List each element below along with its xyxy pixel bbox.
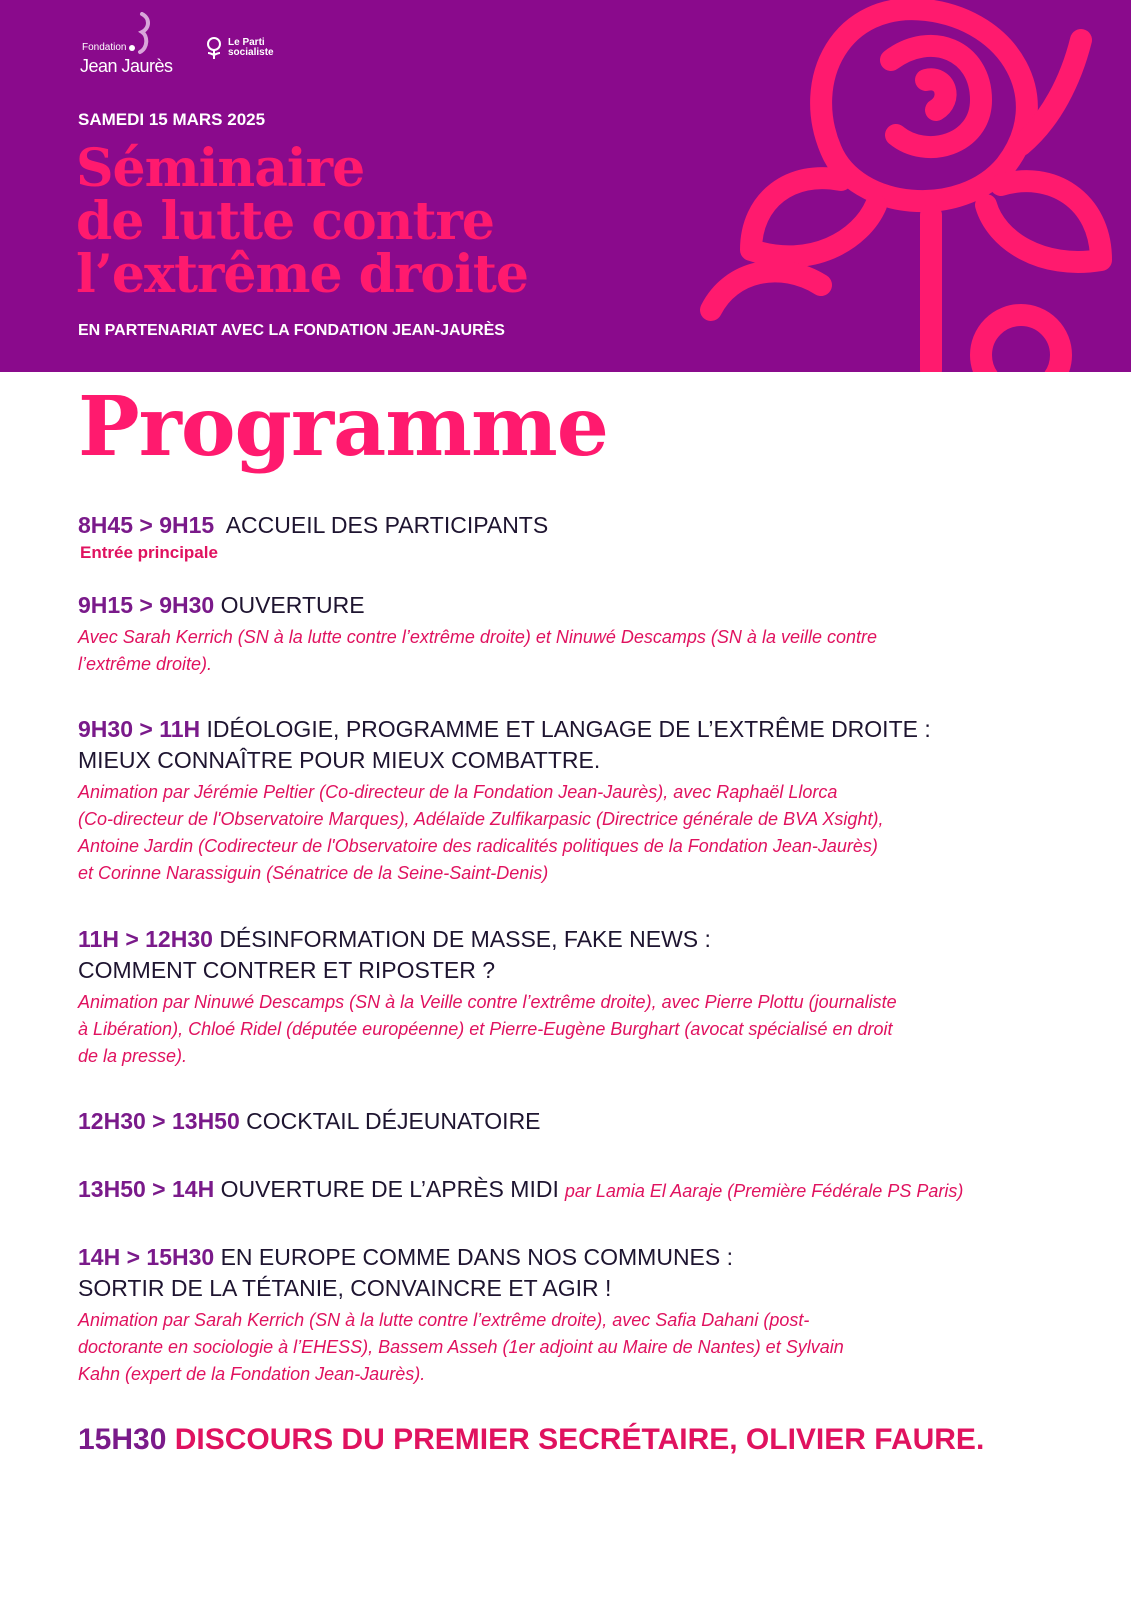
session-time: 9H30 > 11H [78,716,201,742]
ps-rose-icon [204,36,224,60]
session-description-line: doctorante en sociologie à l’EHESS), Bassem Asseh (1er adjoint au Maire de Nantes) et Sylvain [78,1337,844,1357]
session-title: OUVERTURE DE L’APRÈS MIDI [220,1176,559,1202]
fondation-jean-jaures-logo [80,12,180,76]
session-description-line: Avec Sarah Kerrich (SN à la lutte contre l’extrême droite) et Ninuwé Descamps (SN à la veille contre [78,627,877,647]
session-title: COCKTAIL DÉJEUNATOIRE [246,1108,541,1134]
session-description-line: (Co-directeur de l'Observatoire Marques), Adélaïde Zulfikarpasic (Directrice générale de BVA Xsight), [78,809,884,829]
session-description-line: à Libération), Chloé Ridel (députée européenne) et Pierre-Eugène Burghart (avocat spécialisé en droit [78,1019,893,1039]
header-banner [0,0,1131,372]
session-item [78,1242,1088,1388]
session-description-line: Kahn (expert de la Fondation Jean-Jaurès). [78,1364,426,1384]
session-item [78,1174,1088,1207]
parti-socialiste-logo [204,36,274,60]
session-item [78,1106,1088,1137]
session-time: 8H45 > 9H15 [78,512,215,538]
closing-label: DISCOURS DU PREMIER SECRÉTAIRE, OLIVIER FAURE. [174,1423,985,1456]
session-description [78,1307,1088,1388]
programme-heading: Programme [78,379,608,475]
partnership-line: EN PARTENARIAT AVEC LA FONDATION JEAN-JAURÈS [78,322,505,339]
session-item [78,714,1088,887]
session-time: 14H > 15H30 [78,1244,215,1270]
event-title-line: Séminaire [76,138,365,199]
event-title [76,138,528,305]
session-time: 13H50 > 14H [78,1176,215,1202]
session-description-line: l’extrême droite). [78,654,213,674]
session-time: 11H > 12H30 [78,926,213,952]
session-time: 12H30 > 13H50 [78,1108,240,1134]
session-description-line: et Corinne Narassiguin (Sénatrice de la Seine-Saint-Denis) [78,863,549,883]
session-description [78,624,1088,678]
event-title-line: l’extrême droite [76,244,528,305]
session-description-line: Antoine Jardin (Codirecteur de l'Observatoire des radicalités politiques de la Fondation Jean-Jaurès) [78,836,878,856]
fjj-mark-icon [128,12,152,56]
closing-speech [78,1422,1088,1458]
session-item [78,510,1088,563]
session-title: ACCUEIL DES PARTICIPANTS [225,512,549,538]
fjj-big-label: Jean Jaurès [80,56,173,76]
event-title-line: de lutte contre [76,191,494,252]
session-item [78,924,1088,1070]
session-title: DÉSINFORMATION DE MASSE, FAKE NEWS : [219,926,711,952]
fjj-small-label: Fondation [82,42,127,53]
session-item [78,590,1088,678]
session-time: 9H15 > 9H30 [78,592,215,618]
session-title: OUVERTURE [220,592,365,618]
rose-emblem-icon [691,0,1131,372]
closing-time: 15H30 [78,1423,167,1456]
session-title: EN EUROPE COMME DANS NOS COMMUNES : [220,1244,734,1270]
logos [80,12,274,76]
session-description-line: Animation par Ninuwé Descamps (SN à la Veille contre l’extrême droite), avec Pierre Plottu (journaliste [78,992,897,1012]
ps-line2: socialiste [228,47,274,58]
ps-line1: Le Parti [228,37,265,48]
session-description-line: Animation par Jérémie Peltier (Co-directeur de la Fondation Jean-Jaurès), avec Raphaël Llorca [78,782,838,802]
session-description: par Lamia El Aaraje (Première Fédérale PS Paris) [564,1181,964,1201]
session-description-line: de la presse). [78,1046,188,1066]
session-description [78,989,1088,1070]
session-location: Entrée principale [80,543,218,562]
event-date: SAMEDI 15 MARS 2025 [78,110,266,129]
session-title: COMMENT CONTRER ET RIPOSTER ? [78,957,496,983]
session-title: IDÉOLOGIE, PROGRAMME ET LANGAGE DE L’EXTRÊME DROITE : [206,716,931,742]
session-description-line: Animation par Sarah Kerrich (SN à la lutte contre l’extrême droite), avec Safia Dahani (post- [78,1310,810,1330]
session-title: MIEUX CONNAÎTRE POUR MIEUX COMBATTRE. [78,747,601,773]
session-description [78,779,1088,887]
session-title: SORTIR DE LA TÉTANIE, CONVAINCRE ET AGIR ! [78,1275,612,1301]
